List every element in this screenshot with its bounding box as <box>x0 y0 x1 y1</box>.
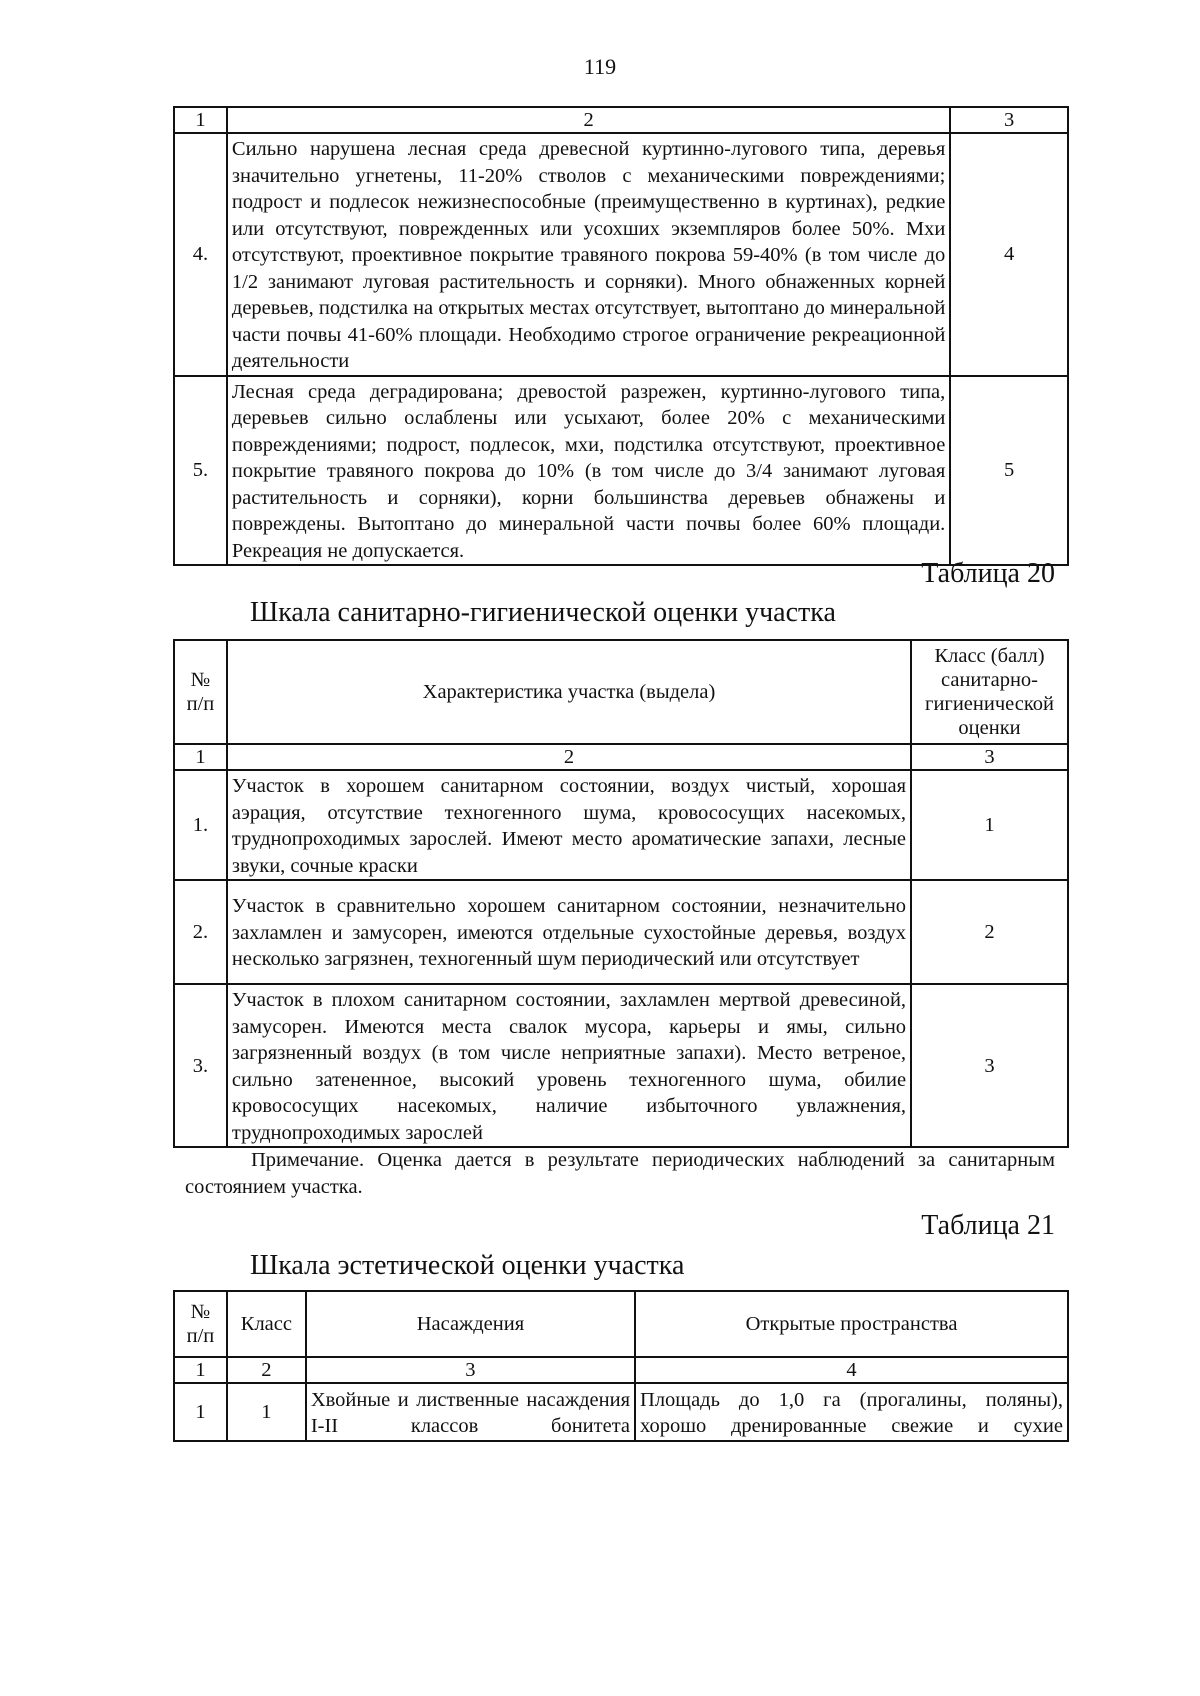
column-number-4: 4 <box>635 1357 1068 1383</box>
column-number-1: 1 <box>174 107 227 133</box>
table-20-note: Примечание. Оценка дается в результате периодических наблюдений за санитарным состоянием участка. <box>185 1149 1055 1198</box>
column-number-3: 3 <box>950 107 1068 133</box>
column-number-2: 2 <box>227 744 911 770</box>
header-number: № п/п <box>174 1291 227 1357</box>
header-plantings: Насаждения <box>306 1291 635 1357</box>
row-plantings: Хвойные и лиственные насаждения I-II классов бонитета <box>306 1383 635 1441</box>
table-row <box>174 1383 1068 1441</box>
table-row <box>174 984 1068 1147</box>
header-open-spaces: Открытые пространства <box>635 1291 1068 1357</box>
column-number-1: 1 <box>174 744 227 770</box>
row-number: 3. <box>174 984 227 1147</box>
column-number-3: 3 <box>911 744 1068 770</box>
row-description: Лесная среда деградирована; древостой разрежен, куртинно-лугового типа, деревьев сильно ослаблены или усыхают, более 20% с механическими повреждениями; подрост, подлесок, мхи, подстилка отсутствуют, проективное покрытие травяного покрова до 10% (в том числе до 3/4 занимают луговая растительность и сорняки), корни большинства деревьев обнажены и повреждены. Вытоптано до минеральной части почвы более 60% площади. Рекреация не допускается. <box>227 376 950 566</box>
row-number: 2. <box>174 880 227 984</box>
column-number-2: 2 <box>227 1357 306 1383</box>
table-21-caption: Таблица 21 <box>921 1210 1055 1241</box>
header-class: Класс (балл) санитарно-гигиенической оценки <box>911 640 1068 744</box>
header-characteristic: Характеристика участка (выдела) <box>227 640 911 744</box>
table-row <box>174 880 1068 984</box>
row-description: Сильно нарушена лесная среда древесной куртинно-лугового типа, деревья значительно угнетены, 11-20% стволов с механическими повреждениями; подрост и подлесок нежизнеспособные (преимущественно в куртинах), редкие или отсутствуют, поврежденных или усохших экземпляров более 50%. Мхи отсутствуют, проективное покрытие травяного покрова 59-40% (в том числе до 1/2 занимают луговая растительность и сорняки). Много обнаженных корней деревьев, подстилка на открытых местах отсутствует, вытоптано до минеральной части почвы 41-60% площади. Необходимо строгое ограничение рекреационной деятельности <box>227 133 950 376</box>
row-number: 4. <box>174 133 227 376</box>
row-description: Участок в плохом санитарном состоянии, захламлен мертвой древесиной, замусорен. Имеются места свалок мусора, карьеры и ямы, сильно загрязненный воздух (в том числе неприятные запахи). Место ветреное, сильно затененное, высокий уровень техногенного шума, обилие кровососущих насекомых, наличие избыточного увлажнения, труднопроходимых зарослей <box>227 984 911 1147</box>
table-row <box>174 133 1068 376</box>
table-20-caption: Таблица 20 <box>921 558 1055 589</box>
row-class: 1 <box>227 1383 306 1441</box>
row-number: 5. <box>174 376 227 566</box>
page-number: 119 <box>583 54 617 79</box>
row-number: 1 <box>174 1383 227 1441</box>
row-description: Участок в сравнительно хорошем санитарном состоянии, незначительно захламлен и замусорен, имеются отдельные сухостойные деревья, воздух несколько загрязнен, техногенный шум периодический или отсутствует <box>227 880 911 984</box>
table-21-title: Шкала эстетической оценки участка <box>250 1250 685 1281</box>
column-number-2: 2 <box>227 107 950 133</box>
table-20-title: Шкала санитарно-гигиенической оценки участка <box>250 597 836 628</box>
column-number-3: 3 <box>306 1357 635 1383</box>
row-grade: 4 <box>950 133 1068 376</box>
sanitary-scale-table <box>173 639 1069 1148</box>
header-class: Класс <box>227 1291 306 1357</box>
row-number: 1. <box>174 770 227 880</box>
table-row <box>174 770 1068 880</box>
aesthetic-scale-table <box>173 1290 1069 1442</box>
row-grade: 5 <box>950 376 1068 566</box>
table-row <box>174 376 1068 566</box>
row-open-spaces: Площадь до 1,0 га (прогалины, поляны), хорошо дренированные свежие и сухие <box>635 1383 1068 1441</box>
header-number: № п/п <box>174 640 227 744</box>
row-grade: 2 <box>911 880 1068 984</box>
row-grade: 3 <box>911 984 1068 1147</box>
row-grade: 1 <box>911 770 1068 880</box>
column-number-1: 1 <box>174 1357 227 1383</box>
row-description: Участок в хорошем санитарном состоянии, воздух чистый, хорошая аэрация, отсутствие техногенного шума, кровососущих насекомых, труднопроходимых зарослей. Имеют место ароматические запахи, лесные звуки, сочные краски <box>227 770 911 880</box>
continued-table <box>173 106 1069 566</box>
